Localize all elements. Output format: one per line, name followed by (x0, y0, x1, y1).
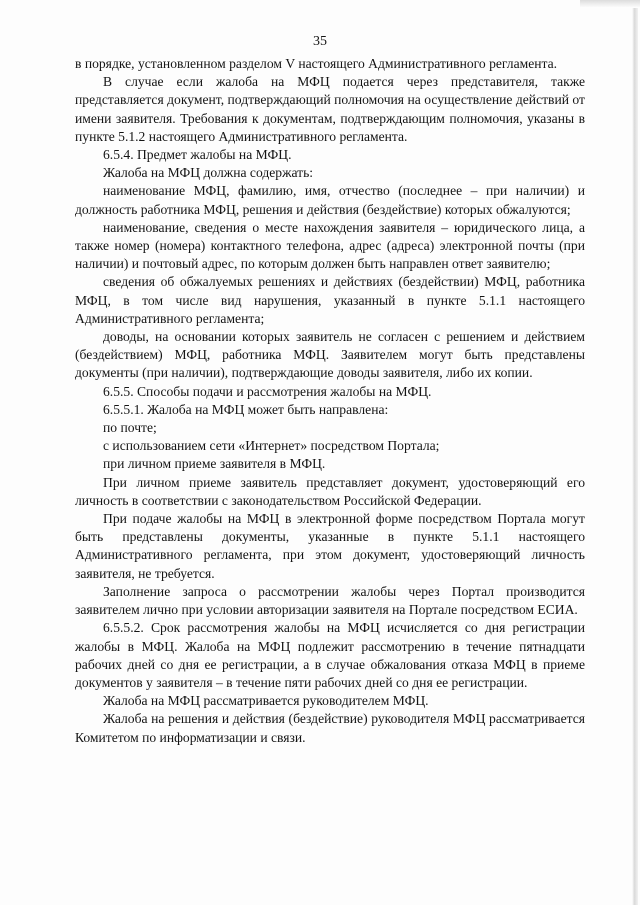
list-item-appealed-decisions: сведения об обжалуемых решениях и действиях (бездействии) МФЦ, работника МФЦ, в том числе вид нарушения, указанный в пункте 5.1.1 настоящего Административного регламента; (75, 274, 585, 326)
list-item-applicant-info: наименование, сведения о месте нахождения заявителя – юридического лица, а также номер (номера) контактного телефона, адрес (адреса) электронной почты (при наличии) и почтовый адрес, по которым должен быть направлен ответ заявителю; (75, 219, 585, 272)
paragraph-representative: В случае если жалоба на МФЦ подается через представителя, также представляется документ, подтверждающий полномочия на осуществление действий от имени заявителя. Требования к документам, подтверждающим полномочия, указаны в пункте 5.1.2 настоящего Административного регламента. (75, 74, 585, 144)
paragraph-personal-id: При личном приеме заявитель представляет документ, удостоверяющий его личность в соответствии с законодательством Российской Федерации. (75, 474, 585, 508)
paragraph-electronic-filing: При подаче жалобы на МФЦ в электронной форме посредством Портала могут быть представлены документы, указанные в пункте 5.1.1 настоящего Административного регламента, при этом документ, удостоверяющий личность заявителя, не требуется. (75, 511, 585, 581)
scan-edge-shadow (632, 0, 638, 905)
paragraph-reviewed-by-committee: Жалоба на решения и действия (бездействие) руководителя МФЦ рассматривается Комитетом по информатизации и связи. (75, 711, 585, 745)
section-heading-6-5-4: 6.5.4. Предмет жалобы на МФЦ. (103, 147, 292, 163)
section-heading-6-5-5-1: 6.5.5.1. Жалоба на МФЦ может быть направлена: (103, 401, 389, 417)
paragraph-continuation: в порядке, установленном разделом V настоящего Административного регламента. (75, 56, 558, 71)
scan-corner-shadow (580, 0, 640, 8)
paragraph-complaint-contents: Жалоба на МФЦ должна содержать: (103, 165, 314, 181)
list-item-mfc-name: наименование МФЦ, фамилию, имя, отчество (последнее – при наличии) и должность работника МФЦ, решения и действия (бездействие) которых обжалуются; (75, 183, 585, 217)
paragraph-portal-request: Заполнение запроса о рассмотрении жалобы через Портал производится заявителем лично при условии авторизации заявителя на Портале посредством ЕСИА. (75, 583, 585, 618)
list-item-personal-visit: при личном приеме заявителя в МФЦ. (103, 456, 326, 472)
page-number: 35 (313, 34, 327, 49)
paragraph-reviewed-by-head: Жалоба на МФЦ рассматривается руководителем МФЦ. (103, 693, 429, 709)
document-body (75, 55, 585, 747)
list-item-internet: с использованием сети «Интернет» посредством Портала; (103, 438, 440, 454)
list-item-arguments: доводы, на основании которых заявитель не согласен с решением и действием (бездействием) МФЦ, работника МФЦ. Заявителем могут быть представлены документы (при наличии), подтверждающие доводы заявителя, либо их копии. (75, 329, 585, 381)
paragraph-review-period: 6.5.5.2. Срок рассмотрения жалобы на МФЦ исчисляется со дня регистрации жалобы в МФЦ. Жалоба на МФЦ подлежит рассмотрению в течение пятнадцати рабочих дней со дня ее регистрации, а в случае обжалования отказа МФЦ в приеме документов у заявителя – в течение пяти рабочих дней со дня ее регистрации. (75, 620, 585, 690)
list-item-by-mail: по почте; (103, 420, 157, 436)
section-heading-6-5-5: 6.5.5. Способы подачи и рассмотрения жалобы на МФЦ. (103, 383, 432, 399)
